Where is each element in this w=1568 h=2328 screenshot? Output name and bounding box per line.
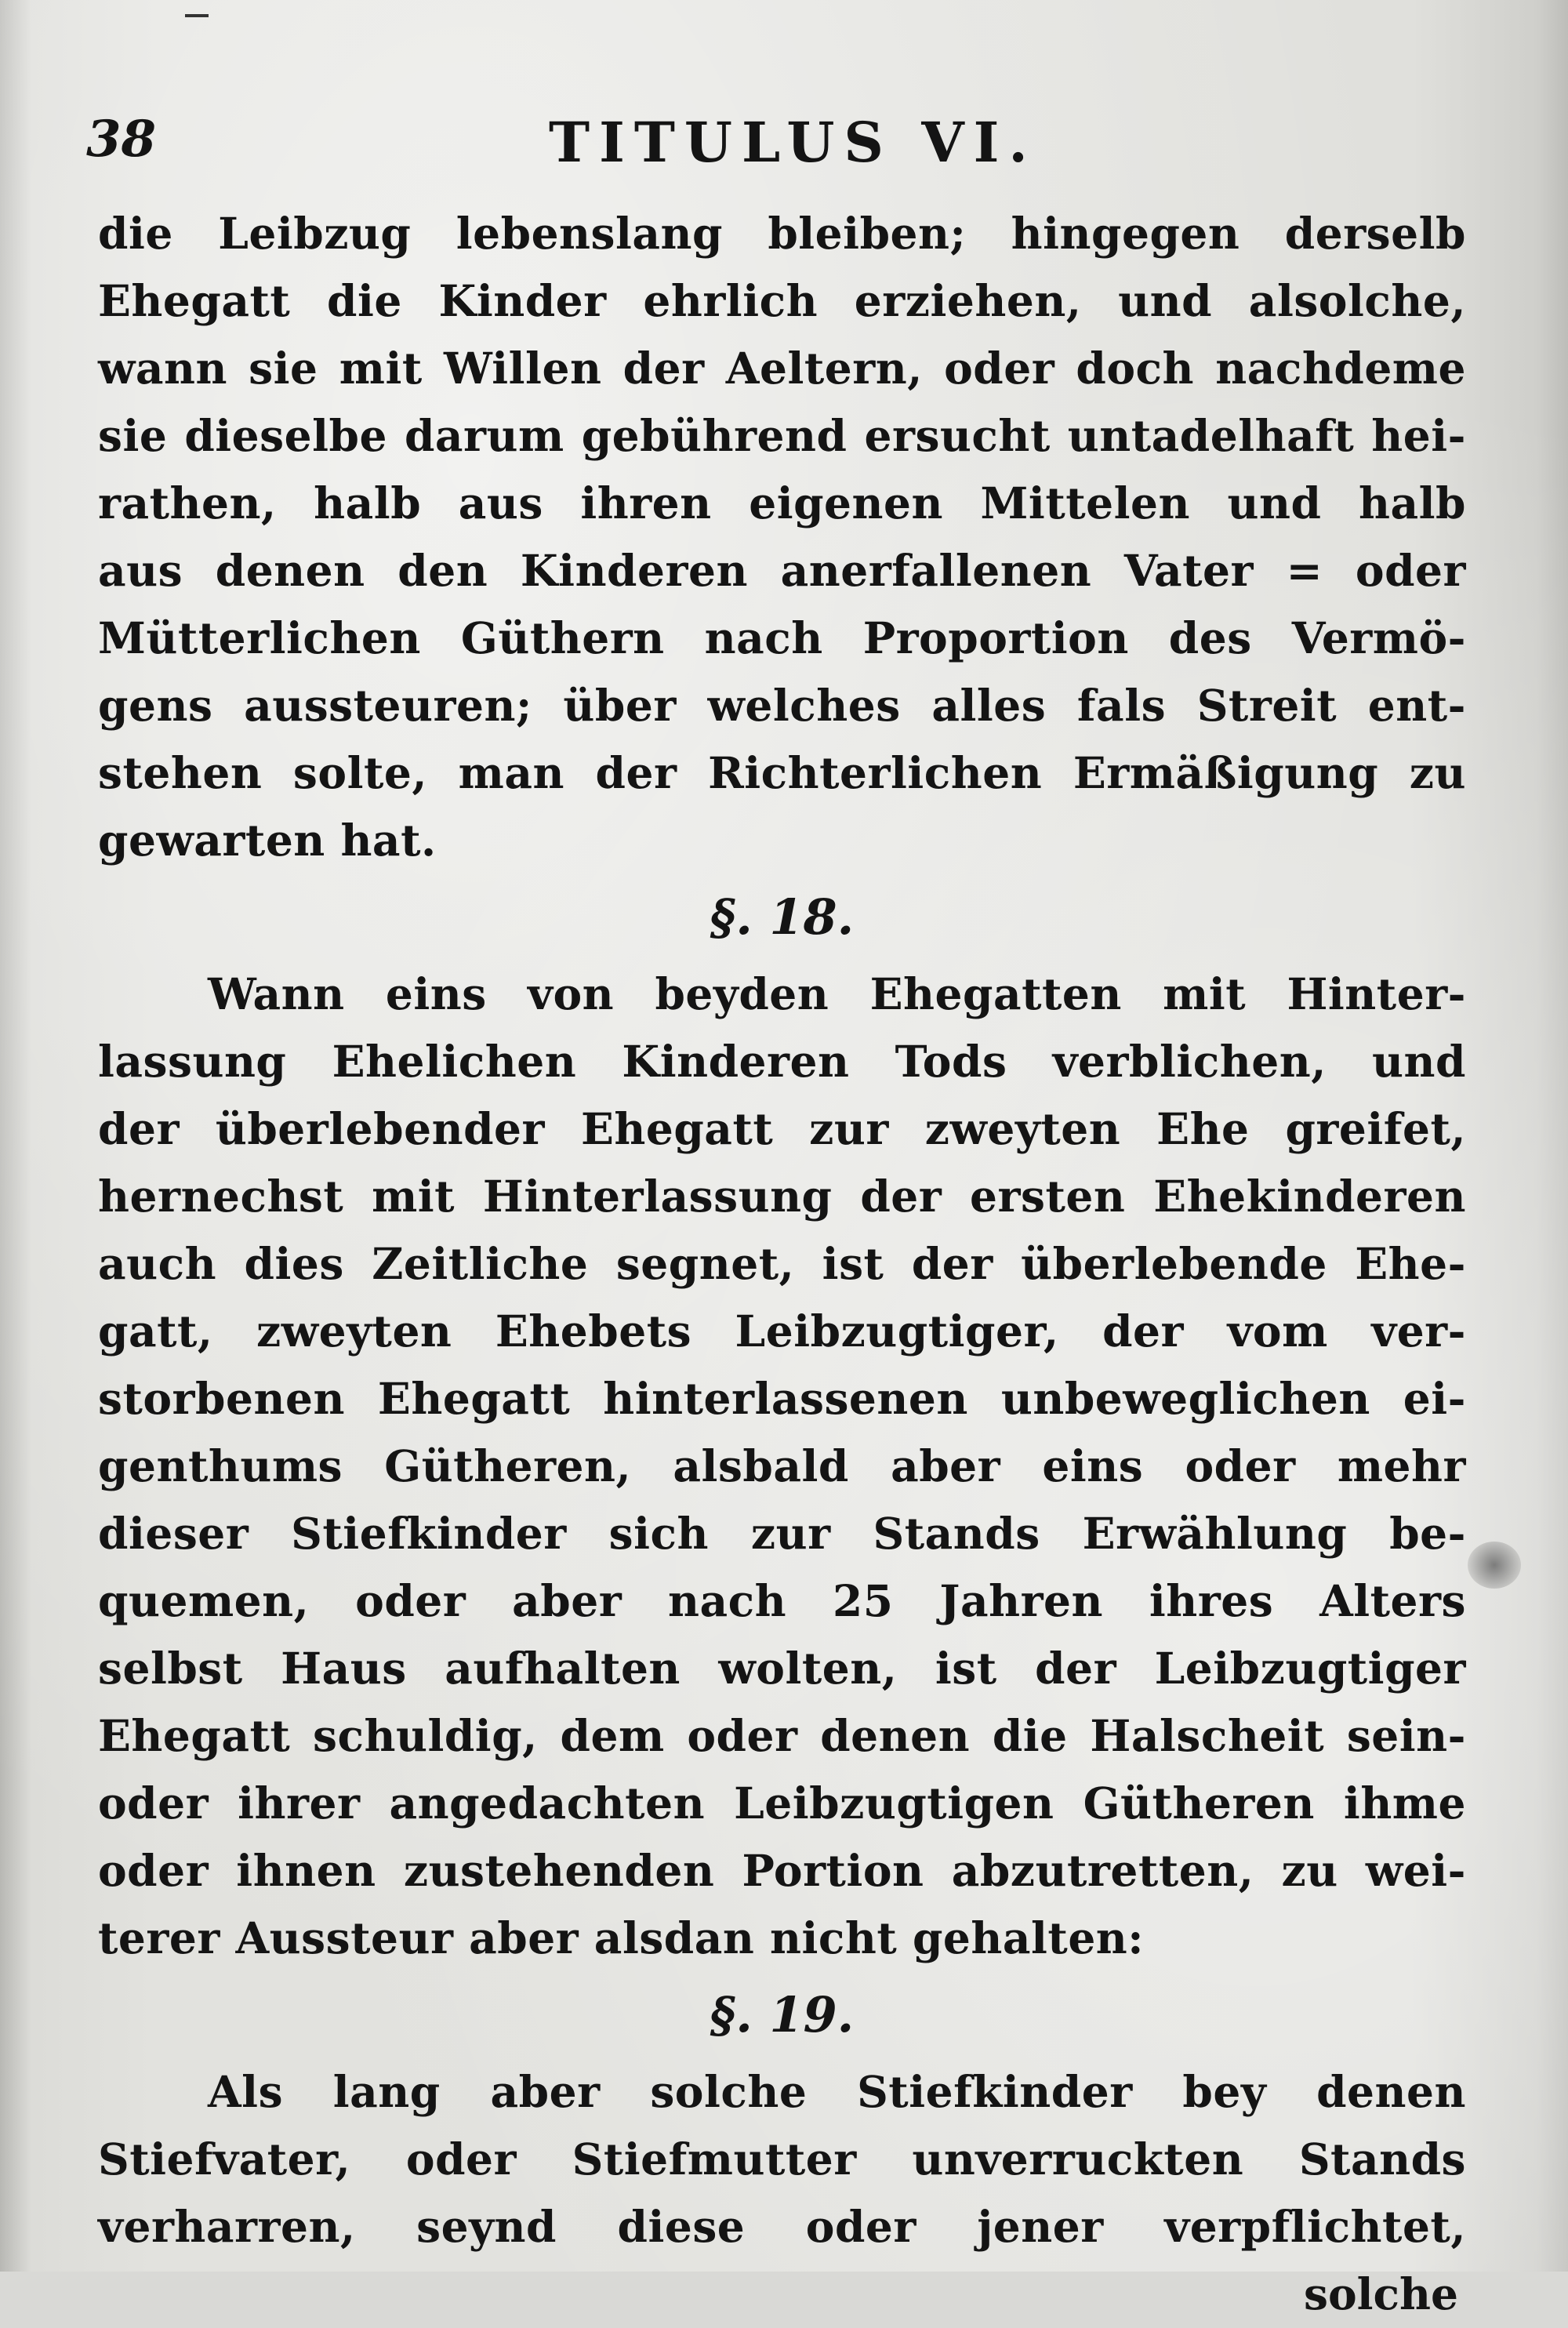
text-line: Wann eins von beyden Ehegatten mit Hinter- [208,968,1466,1019]
text-line: quemen, oder aber nach 25 Jahren ihres Alters [98,1575,1466,1626]
text-line: Stiefvater, oder Stiefmutter unverruckten Stands [98,2134,1466,2185]
text-line: oder ihrer angedachten Leibzugtigen Gütheren ihme [98,1778,1466,1829]
catchword: solche [1303,2268,1458,2319]
section-18-paragraph [98,961,1466,1972]
running-title: TITULUS VI. [549,110,1037,175]
print-mark [185,14,209,17]
text-line: storbenen Ehegatt hinterlassenen unbeweglichen ei- [98,1373,1466,1424]
text-line: gewarten hat. [98,815,437,866]
ink-stain [1468,1542,1521,1589]
text-line: wann sie mit Willen der Aeltern, oder doch nachdeme [98,343,1466,394]
text-line: gatt, zweyten Ehebets Leibzugtiger, der vom ver- [98,1306,1466,1356]
text-line: hernechst mit Hinterlassung der ersten Ehekinderen [98,1171,1466,1222]
text-line: rathen, halb aus ihren eigenen Mittelen und halb [98,478,1466,528]
section-19-paragraph [98,2058,1466,2261]
text-line: stehen solte, man der Richterlichen Ermäßigung zu [98,747,1466,798]
text-line: oder ihnen zustehenden Portion abzutretten, zu wei- [98,1845,1466,1896]
text-line: sie dieselbe darum gebührend ersucht untadelhaft hei- [98,410,1466,461]
page-number: 38 [86,110,157,169]
text-line: verharren, seynd diese oder jener verpflichtet, [98,2201,1466,2252]
main-text [98,200,1466,2328]
text-line: aus denen den Kinderen anerfallenen Vater = oder [98,545,1466,596]
text-line: Ehegatt die Kinder ehrlich erziehen, und alsolche, [98,275,1466,326]
text-line: Mütterlichen Güthern nach Proportion des Vermö- [98,612,1466,663]
text-line: lassung Ehelichen Kinderen Tods verblichen, und [98,1036,1466,1087]
text-line: selbst Haus aufhalten wolten, ist der Leibzugtiger [98,1643,1466,1694]
text-line: der überlebender Ehegatt zur zweyten Ehe greifet, [98,1103,1466,1154]
text-line: Als lang aber solche Stiefkinder bey denen [208,2066,1466,2117]
paragraph-continuation [98,200,1466,874]
text-line: die Leibzug lebenslang bleiben; hingegen derselb [98,208,1466,259]
page-header [86,110,1482,180]
text-line: genthums Gütheren, alsbald aber eins oder mehr [98,1440,1466,1491]
text-line: auch dies Zeitliche segnet, ist der überlebende Ehe- [98,1238,1466,1289]
text-line: Ehegatt schuldig, dem oder denen die Halscheit sein- [98,1710,1466,1761]
text-line: gens aussteuren; über welches alles fals Streit ent- [98,680,1466,731]
section-heading-18: §. 18. [710,888,855,946]
text-line: dieser Stiefkinder sich zur Stands Erwählung be- [98,1508,1466,1559]
section-heading-19: §. 19. [710,1986,855,2043]
text-line: terer Aussteur aber alsdan nicht gehalten: [98,1912,1145,1963]
